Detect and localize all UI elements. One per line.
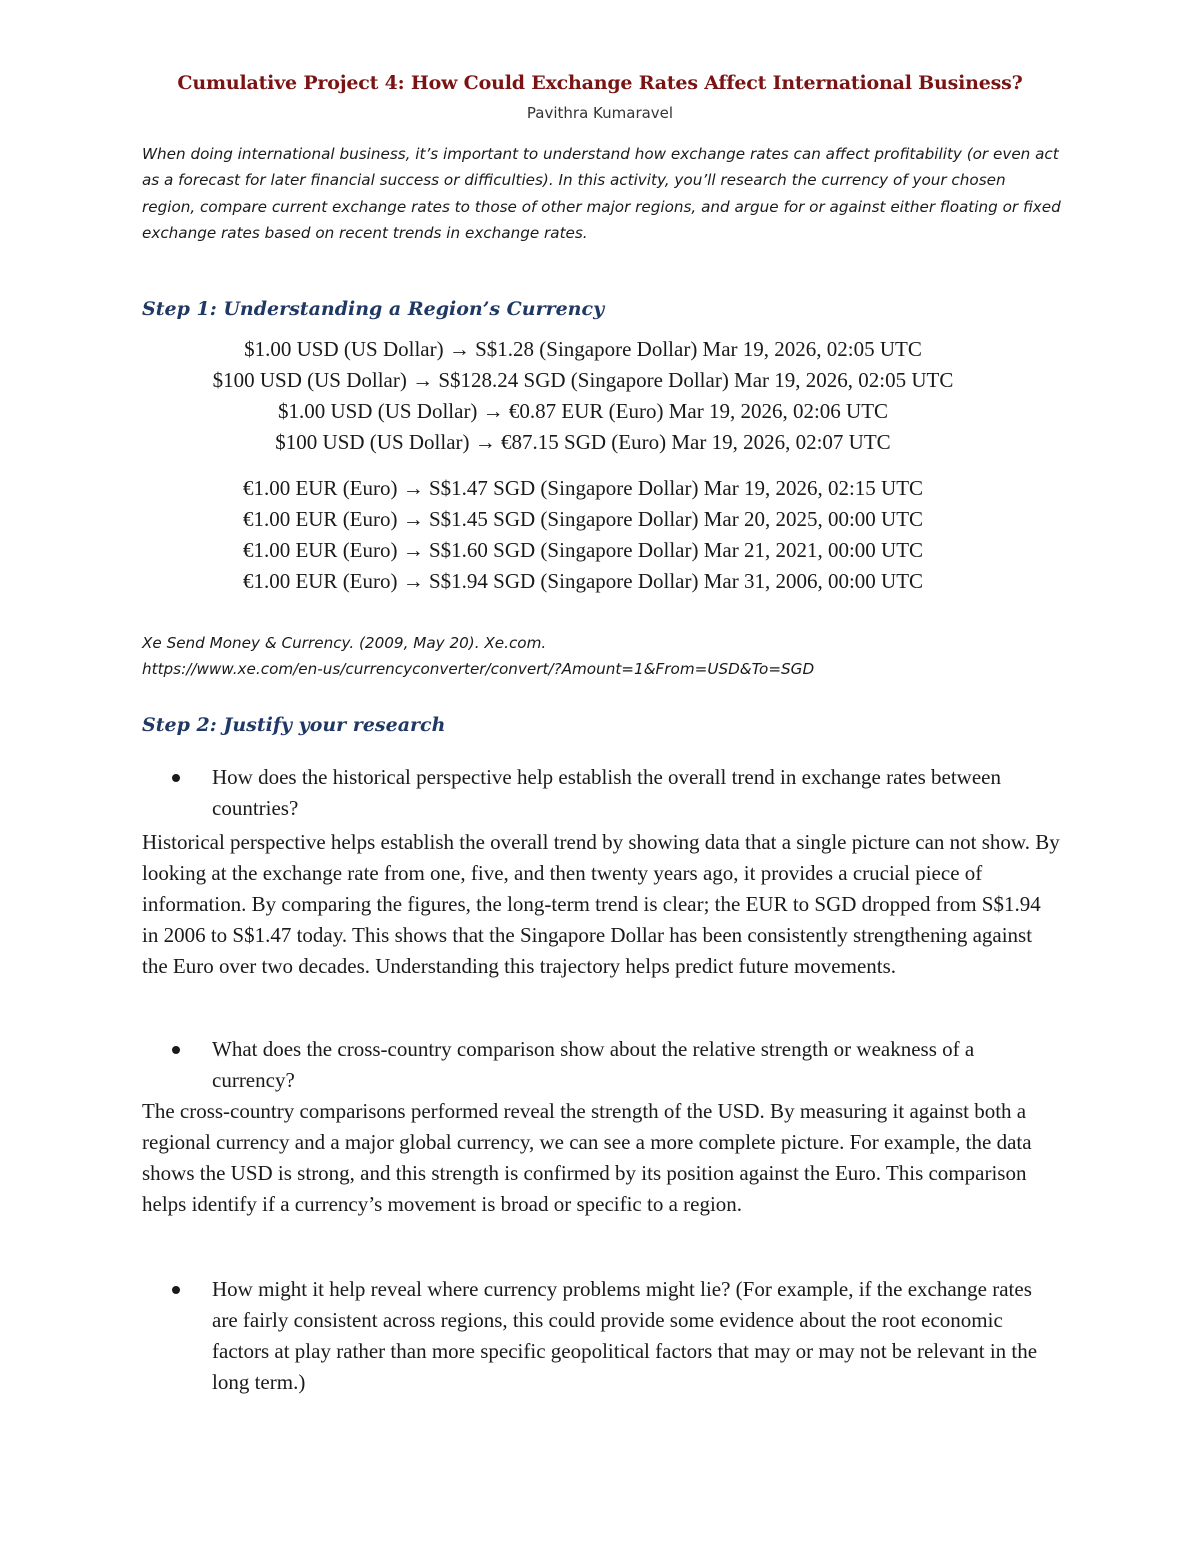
step1-heading: Step 1: Understanding a Region’s Currency xyxy=(142,298,605,320)
question-text: How might it help reveal where currency problems might lie? (For example, if the exchange rates are fairly consistent across regions, this could provide some evidence about the root economic factors at play rather than more specific geopolitical factors that may or may not be relevant in the long term.) xyxy=(212,1277,1038,1394)
question-3 xyxy=(172,1274,1052,1398)
step2-heading: Step 2: Justify your research xyxy=(142,714,446,736)
rate-line: €1.00 EUR (Euro) → S$1.60 SGD (Singapore Dollar) Mar 21, 2021, 00:00 UTC xyxy=(242,538,924,562)
bullet-icon xyxy=(172,774,180,782)
question-2 xyxy=(172,1034,1052,1096)
rate-line: $100 USD (US Dollar) → S$128.24 SGD (Singapore Dollar) Mar 19, 2026, 02:05 UTC xyxy=(212,368,954,392)
rate-line: €1.00 EUR (Euro) → S$1.45 SGD (Singapore Dollar) Mar 20, 2025, 00:00 UTC xyxy=(242,507,924,531)
citation-link[interactable]: https://www.xe.com/en-us/currencyconverter/convert/?Amount=1&From=USD&To=SGD xyxy=(142,660,815,678)
rate-line: €1.00 EUR (Euro) → S$1.94 SGD (Singapore Dollar) Mar 31, 2006, 00:00 UTC xyxy=(242,569,924,593)
bullet-icon xyxy=(172,1046,180,1054)
rate-line: $1.00 USD (US Dollar) → €0.87 EUR (Euro) Mar 19, 2026, 02:06 UTC xyxy=(277,399,889,423)
document-title: Cumulative Project 4: How Could Exchange Rates Affect International Business? xyxy=(177,72,1023,94)
rates-group-historical xyxy=(0,473,1166,597)
citation xyxy=(142,630,1062,682)
answer-2: The cross-country comparisons performed reveal the strength of the USD. By measuring it against both a regional currency and a major global currency, we can see a more complete picture. For example, the data shows the USD is strong, and this strength is confirmed by its position against the Euro. This comparison helps identify if a currency’s movement is broad or specific to a region. xyxy=(142,1099,1032,1216)
citation-source: Xe Send Money & Currency. (2009, May 20). Xe.com. xyxy=(142,634,547,652)
intro-paragraph: When doing international business, it’s important to understand how exchange rates can affect profitability (or even act as a forecast for later financial success or difficulties). In this activity, you’ll research the currency of your chosen region, compare current exchange rates to those of other major regions, and argue for or against either floating or fixed exchange rates based on recent trends in exchange rates. xyxy=(142,145,1061,242)
rate-line: $100 USD (US Dollar) → €87.15 SGD (Euro) Mar 19, 2026, 02:07 UTC xyxy=(275,430,891,454)
rates-group-current xyxy=(0,334,1166,458)
answer-1: Historical perspective helps establish the overall trend by showing data that a single picture can not show. By looking at the exchange rate from one, five, and then twenty years ago, it provides a crucial piece of information. By comparing the figures, the long-term trend is clear; the EUR to SGD dropped from S$1.94 in 2006 to S$1.47 today. This shows that the Singapore Dollar has been consistently strengthening against the Euro over two decades. Understanding this trajectory helps predict future movements. xyxy=(142,830,1060,978)
question-text: What does the cross-country comparison show about the relative strength or weakness of a currency? xyxy=(212,1037,975,1092)
rate-line: €1.00 EUR (Euro) → S$1.47 SGD (Singapore Dollar) Mar 19, 2026, 02:15 UTC xyxy=(242,476,924,500)
question-text: How does the historical perspective help establish the overall trend in exchange rates between countries? xyxy=(212,765,1001,820)
author-name: Pavithra Kumaravel xyxy=(526,104,674,122)
rate-line: $1.00 USD (US Dollar) → S$1.28 (Singapore Dollar) Mar 19, 2026, 02:05 UTC xyxy=(244,337,922,361)
question-1 xyxy=(172,762,1052,824)
bullet-icon xyxy=(172,1286,180,1294)
